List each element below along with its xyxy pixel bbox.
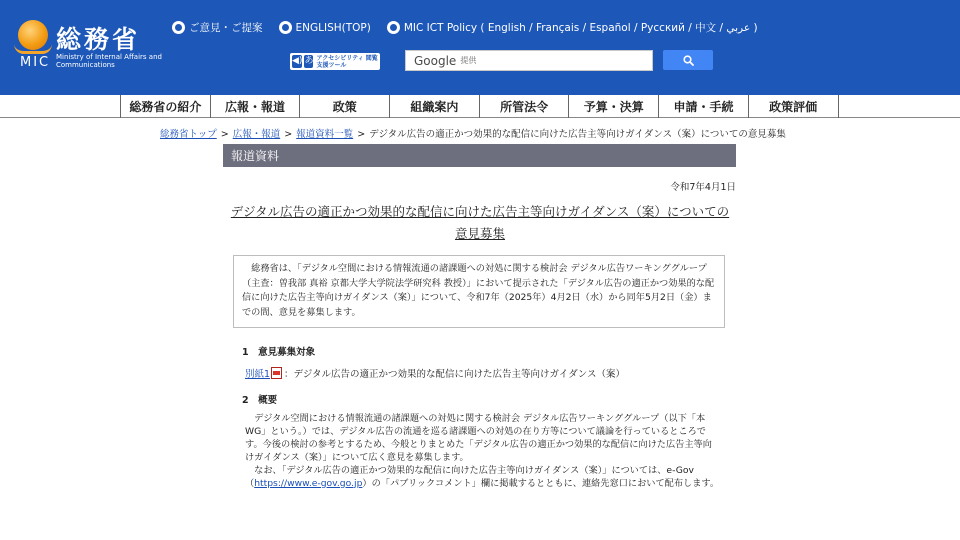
logo-english-name: Ministry of Internal Affairs and Communications [56,53,162,69]
toplink-feedback[interactable] [172,20,263,35]
egov-link[interactable]: https://www.e-gov.go.jp [254,477,363,489]
breadcrumb-current: デジタル広告の適正かつ効果的な配信に向けた広告主等向けガイダンス（案）についての意見募集 [369,129,786,140]
gnav-item-policy[interactable]: 政策 [300,95,390,118]
radio-icon [172,21,185,34]
breadcrumb-separator: > [284,129,293,140]
search-icon [683,55,694,66]
toplink-label: MIC ICT Policy ( English / Français / Español / Русский / 中文 / عربي ) [403,22,758,34]
breadcrumb-separator: > [357,129,366,140]
breadcrumb-link-press[interactable]: 広報・報道 [232,129,281,140]
page-title: デジタル広告の適正かつ効果的な配信に向けた広告主等向けガイダンス（案）についての意見募集 [230,204,730,241]
accessibility-tool-button[interactable] [290,53,380,70]
pdf-icon [271,367,282,379]
radio-icon [279,21,292,34]
overview-paragraph-1: デジタル空間における情報流通の諸課題への対処に関する検討会 デジタル広告ワーキンググループ（以下「本WG」という。）では、デジタル広告の流通を巡る諸課題への対処の在り方等について議論を行っているところです。今後の検討の参考とするため、今般とりまとめた「デジタル広告の適正かつ効果的な配信に向けた広告主等向けガイダンス（案）」について広く意見を募集します。 [245,413,712,463]
overview-paragraph-2 [245,465,721,491]
section-heading-target: 1 意見募集対象 [242,347,316,358]
toplink-english[interactable] [279,21,371,34]
summary-box: 総務省は、「デジタル空間における情報流通の諸課題への対処に関する検討会 デジタル広告ワーキンググループ（主査：曽我部 真裕 京都大学大学院法学研究科 教授）」において提示された「デジタル広告の適正かつ効果的な配信に向けた広告主等向けガイダンス（案）」について、令和7年（2025年）4月2日（水）から同年5月2日（金）までの間、意見を募集します。 [233,255,725,328]
gnav-item-evaluation[interactable]: 政策評価 [749,95,839,118]
logo-name[interactable]: 総務省 [56,25,141,54]
overview-text [245,413,721,490]
logo-swoosh [14,44,52,54]
toplink-label: ご意見・ご提案 [189,22,263,34]
publish-date: 令和7年4月1日 [670,182,736,193]
speaker-icon: ◀) [292,56,303,66]
breadcrumb [160,126,786,140]
radio-icon [387,21,400,34]
gnav-item-press[interactable]: 広報・報道 [211,95,301,118]
search-input[interactable] [405,50,653,71]
section-heading-bar: 報道資料 [223,144,736,167]
gnav-item-laws[interactable]: 所管法令 [480,95,570,118]
attachment-description: ：デジタル広告の適正かつ効果的な配信に向けた広告主等向けガイダンス（案） [284,369,626,380]
attachment-link-1[interactable]: 別紙1 [245,369,271,380]
breadcrumb-separator: > [220,129,229,140]
overview-p2-post: ）の「パブリックコメント」欄に掲載するとともに、連絡先窓口において配布します。 [362,477,720,489]
google-provided-label: 提供 [460,56,477,65]
logo-abbr[interactable]: MIC [20,55,51,70]
search-button[interactable] [663,50,713,70]
toplink-ict-policy[interactable] [387,20,758,35]
google-brand: Google [414,53,457,68]
toplink-label: ENGLISH(TOP) [295,21,371,34]
gnav-item-budget[interactable]: 予算・決算 [569,95,659,118]
overview-p2-pre: なお、「デジタル広告の適正かつ効果的な配信に向けた広告主等向けガイダンス（案）」については、e-Gov（ [245,464,694,489]
header-top-links [172,20,774,35]
gnav-item-organization[interactable]: 組織案内 [390,95,480,118]
site-header [0,0,960,95]
gnav-item-applications[interactable]: 申請・手続 [659,95,749,118]
breadcrumb-link-press-list[interactable]: 報道資料一覧 [296,129,354,140]
section-heading-overview: 2 概要 [242,395,278,406]
attachment-line [245,366,625,380]
global-nav [0,95,960,118]
breadcrumb-link-top[interactable]: 総務省トップ [160,129,217,140]
accessibility-label: アクセシビリティ 閲覧支援ツール [316,54,378,69]
gnav-item-about[interactable]: 総務省の紹介 [121,95,211,118]
accessibility-a-icon: あ [304,56,314,66]
